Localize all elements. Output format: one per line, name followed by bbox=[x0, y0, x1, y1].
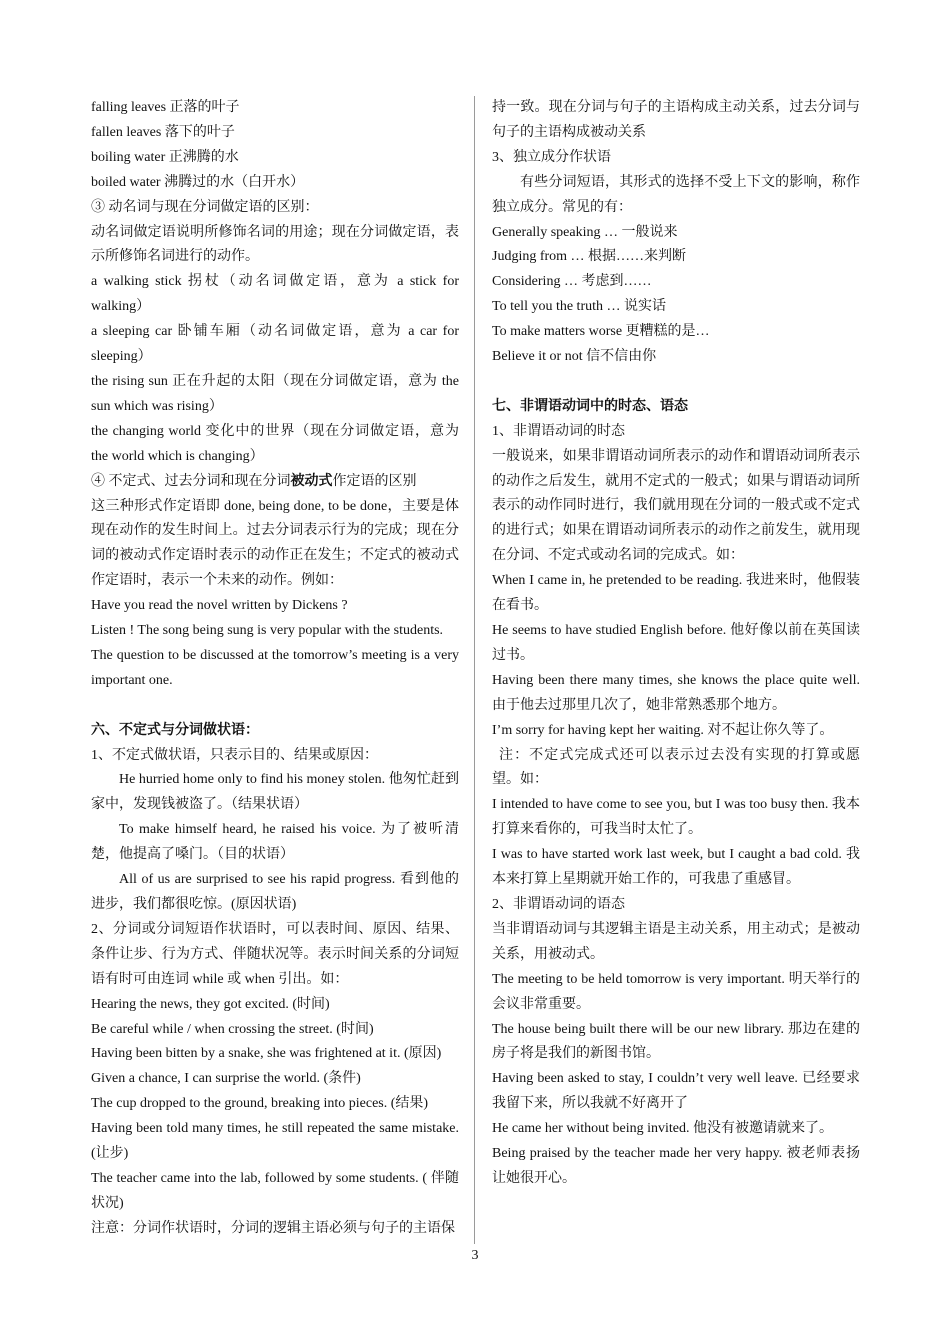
text-line: fallen leaves 落下的叶子 bbox=[91, 124, 235, 140]
text-line: falling leaves 正落的叶子 bbox=[91, 100, 240, 115]
example-sentence: Having been there many times, she knows the place quite well. 由于他去过那里几次了，她非常熟悉那个地方。 bbox=[492, 672, 860, 713]
paragraph: the rising sun 正在升起的太阳（现在分词做定语，意为 the sun which was rising） bbox=[91, 373, 459, 414]
text-line: 1、不定式做状语，只表示目的、结果或原因： bbox=[91, 747, 378, 763]
paragraph: 动名词做定语说明所修饰名词的用途；现在分词做定语，表示所修饰名词进行的动作。 bbox=[91, 224, 459, 265]
example-sentence: Having been told many times, he still repeated the same mistake. (让步) bbox=[91, 1121, 459, 1162]
example-sentence: He seems to have studied English before. 他好像以前在英国读过书。 bbox=[492, 623, 860, 663]
paragraph: 当非谓语动词与其逻辑主语是主动关系，用主动式；是被动关系，用被动式。 bbox=[492, 921, 860, 962]
spacer bbox=[492, 370, 860, 395]
section-heading: 六、不定式与分词做状语： bbox=[91, 722, 259, 738]
phrase-item: Believe it or not 信不信由你 bbox=[492, 349, 657, 365]
text-line: boiling water 正沸腾的水 bbox=[91, 149, 239, 165]
section-heading: 七、非谓语动词中的时态、语态 bbox=[492, 398, 688, 414]
text-line: 3、独立成分作状语 bbox=[492, 149, 611, 165]
example-sentence: Being praised by the teacher made her very happy. 被老师表扬让她很开心。 bbox=[492, 1146, 860, 1186]
example-sentence: I was to have started work last week, but I caught a bad cold. 我本来打算上星期就开始工作的，可我患了重感冒。 bbox=[492, 847, 860, 888]
example-sentence: All of us are surprised to see his rapid progress. 看到他的进步，我们都很吃惊。(原因状语) bbox=[91, 872, 459, 912]
note-line: 注意：分词作状语时，分词的逻辑主语必须与句子的主语保 bbox=[91, 1220, 455, 1236]
paragraph: a sleeping car 卧铺车厢（动名词做定语，意为 a car for sleeping） bbox=[91, 324, 459, 365]
example-sentence: Given a chance, I can surprise the world. (条件) bbox=[91, 1071, 361, 1087]
example-sentence: He hurried home only to find his money stolen. 他匆忙赶到家中，发现钱被盗了。（结果状语） bbox=[91, 772, 459, 813]
example-sentence: I intended to have come to see you, but I was too busy then. 我本打算来看你的，可我当时太忙了。 bbox=[492, 797, 860, 838]
subheading bbox=[91, 470, 459, 495]
left-column bbox=[91, 96, 459, 1242]
example-sentence: The question to be discussed at the tomorrow’s meeting is a very important one. bbox=[91, 647, 459, 688]
bold-term: 被动式 bbox=[290, 473, 333, 489]
example-sentence: The cup dropped to the ground, breaking into pieces. (结果) bbox=[91, 1096, 429, 1112]
subheading-part: ④ 不定式、过去分词和现在分词 bbox=[91, 473, 291, 489]
text-line: ③ 动名词与现在分词做定语的区别： bbox=[91, 199, 319, 215]
example-sentence: The teacher came into the lab, followed by some students. ( 伴随状况) bbox=[91, 1170, 459, 1211]
paragraph: 持一致。现在分词与句子的主语构成主动关系，过去分词与句子的主语构成被动关系 bbox=[492, 100, 860, 140]
paragraph: 有些分词短语，其形式的选择不受上下文的影响，称作独立成分。常见的有： bbox=[492, 174, 860, 215]
phrase-item: Considering … 考虑到…… bbox=[492, 274, 652, 290]
text-line: boiled water 沸腾过的水（白开水） bbox=[91, 174, 305, 190]
example-sentence: He came her without being invited. 他没有被邀请就来了。 bbox=[492, 1121, 833, 1137]
phrase-item: To make matters worse 更糟糕的是… bbox=[492, 324, 710, 340]
paragraph: a walking stick 拐杖（动名词做定语，意为 a stick for walking） bbox=[91, 274, 459, 315]
phrase-item: Generally speaking … 一般说来 bbox=[492, 224, 678, 240]
example-sentence: Having been asked to stay, I couldn’t very well leave. 已经要求我留下来，所以我就不好离开了 bbox=[492, 1071, 860, 1112]
text-line: 2、非谓语动词的语态 bbox=[492, 896, 625, 912]
example-sentence: Hearing the news, they got excited. (时间) bbox=[91, 996, 330, 1012]
subheading-part: 作定语的区别 bbox=[332, 473, 417, 489]
example-sentence: The house being built there will be our new library. 那边在建的房子将是我们的新图书馆。 bbox=[492, 1021, 860, 1062]
example-sentence: Have you read the novel written by Dickens ? bbox=[91, 598, 348, 614]
phrase-item: To tell you the truth … 说实话 bbox=[492, 299, 667, 315]
example-sentence: The meeting to be held tomorrow is very important. 明天举行的会议非常重要。 bbox=[492, 971, 860, 1012]
right-column bbox=[492, 96, 860, 1192]
example-sentence: Listen ! The song being sung is very popular with the students. bbox=[91, 623, 444, 639]
paragraph: the changing world 变化中的世界（现在分词做定语，意为 the world which is changing） bbox=[91, 423, 459, 464]
example-sentence: When I came in, he pretended to be reading. 我进来时，他假装在看书。 bbox=[492, 573, 860, 614]
paragraph: 2、分词或分词短语作状语时，可以表时间、原因、结果、条件让步、行为方式、伴随状况等。表示时间关系的分词短语有时可由连词 while 或 when 引出。如： bbox=[91, 921, 459, 987]
paragraph: 这三种形式作定语即 done, being done, to be done，主要是体现在动作的发生时间上。过去分词表示行为的完成；现在分词的被动式作定语时表示的动作正在发生；不定式的被动式作定语时，表示一个未来的动作。例如： bbox=[91, 498, 459, 589]
note-line: 注：不定式完成式还可以表示过去没有实现的打算或愿望。如： bbox=[492, 747, 860, 788]
example-sentence: Having been bitten by a snake, she was frightened at it. (原因) bbox=[91, 1046, 442, 1062]
column-divider bbox=[474, 96, 475, 1244]
example-sentence: Be careful while / when crossing the street. (时间) bbox=[91, 1021, 374, 1037]
paragraph: 一般说来，如果非谓语动词所表示的动作和谓语动词所表示的动作之后发生，就用不定式的一般式；如果与谓语动词所表示的动作同时进行，我们就用现在分词的一般式或不定式的进行式；如果在谓语动词所表示的动作之前发生，就用现在分词、不定式或动名词的完成式。如： bbox=[492, 448, 860, 564]
example-sentence: I’m sorry for having kept her waiting. 对不起让你久等了。 bbox=[492, 722, 834, 738]
example-sentence: To make himself heard, he raised his voice. 为了被听清楚，他提高了嗓门。（目的状语） bbox=[91, 822, 459, 863]
page-number: 3 bbox=[471, 1248, 479, 1263]
spacer bbox=[91, 694, 459, 719]
text-line: 1、非谓语动词的时态 bbox=[492, 423, 625, 439]
phrase-item: Judging from … 根据……来判断 bbox=[492, 249, 687, 265]
